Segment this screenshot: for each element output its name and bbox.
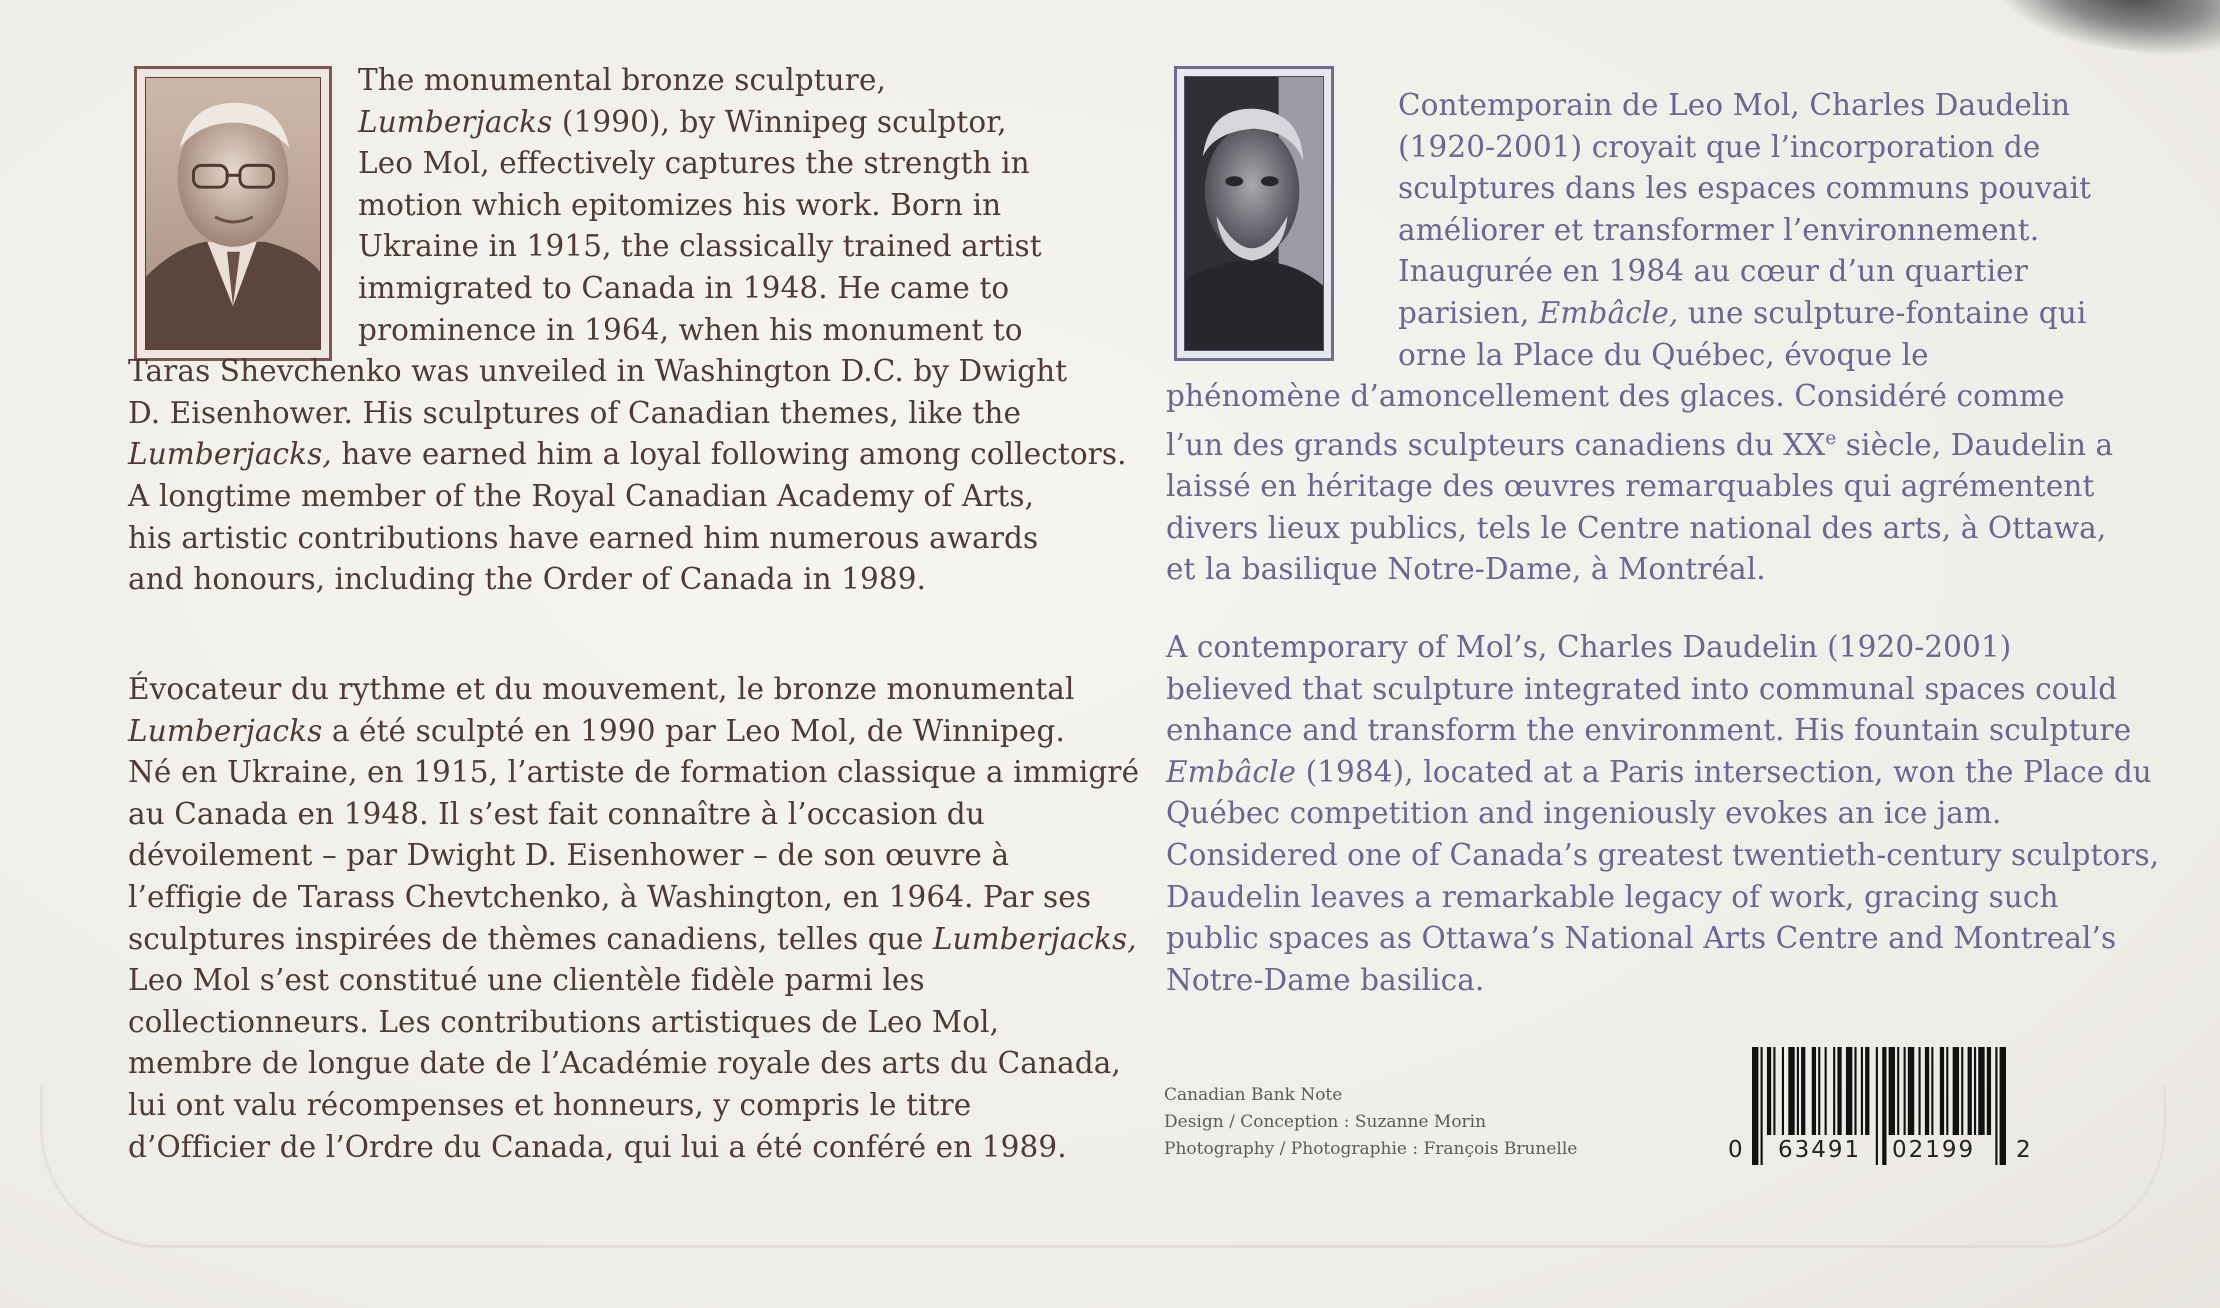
barcode-lead-digit: 0: [1728, 1137, 1743, 1163]
barcode-bar: [1846, 1047, 1852, 1135]
credits: [1164, 1082, 1577, 1163]
leo-mol-english-text: [128, 60, 1127, 601]
barcode-bar: [1782, 1047, 1784, 1135]
text-line: Lumberjacks (1990), by Winnipeg sculptor,: [358, 104, 1007, 139]
barcode-bar: [2000, 1047, 2006, 1165]
barcode-bar: [1946, 1047, 1948, 1135]
text-line: phénomène d’amoncellement des glaces. Considéré comme: [1166, 379, 2065, 414]
barcode-bar: [1968, 1047, 1972, 1135]
barcode-bar: [1773, 1047, 1775, 1135]
barcode-bar: [1812, 1047, 1816, 1135]
barcode-bar: [1797, 1047, 1799, 1135]
text-line: Québec competition and ingeniously evokes an ice jam.: [1166, 796, 2002, 831]
text-line: Ukraine in 1915, the classically trained artist: [358, 229, 1042, 264]
barcode-bar: [1995, 1047, 1997, 1165]
barcode-bar: [1788, 1047, 1794, 1135]
text-line: Daudelin leaves a remarkable legacy of work, gracing such: [1166, 879, 2059, 914]
barcode-bar: [1908, 1047, 1914, 1135]
barcode-bar: [1854, 1047, 1856, 1135]
barcode-bar: [1897, 1047, 1899, 1135]
credit-design: Design / Conception : Suzanne Morin: [1164, 1112, 1487, 1132]
text-line: Embâcle (1984), located at a Paris intersection, won the Place du: [1166, 754, 2152, 789]
text-line: D. Eisenhower. His sculptures of Canadian themes, like the: [128, 395, 1022, 430]
barcode-bar: [1876, 1047, 1878, 1165]
text-line: l’un des grands sculpteurs canadiens du XXe siècle, Daudelin a: [1166, 427, 2114, 462]
barcode-bar: [1987, 1047, 1991, 1135]
text-line: sculptures inspirées de thèmes canadiens, telles que Lumberjacks,: [128, 921, 1137, 956]
credit-photography: Photography / Photographie : François Brunelle: [1164, 1139, 1578, 1159]
text-line: laissé en héritage des œuvres remarquables qui agrémentent: [1166, 469, 2095, 504]
text-line: (1920-2001) croyait que l’incorporation de: [1398, 129, 2041, 164]
barcode-bar: [1761, 1047, 1763, 1165]
barcode-bar: [1931, 1047, 1933, 1135]
text-line: Considered one of Canada’s greatest twentieth-century sculptors,: [1166, 837, 2160, 872]
text-line: motion which epitomizes his work. Born in: [358, 187, 1002, 222]
text-line: et la basilique Notre-Dame, à Montréal.: [1166, 552, 1766, 587]
barcode-bar: [1882, 1047, 1886, 1165]
daudelin-english-text: [1166, 627, 2159, 1001]
text-line: public spaces as Ottawa’s National Arts Centre and Montreal’s: [1166, 921, 2117, 956]
text-line: Lumberjacks, have earned him a loyal following among collectors.: [128, 437, 1127, 472]
text-line: Évocateur du rythme et du mouvement, le bronze monumental: [128, 672, 1075, 706]
text-line: Contemporain de Leo Mol, Charles Daudelin: [1398, 88, 2071, 122]
text-line: believed that sculpture integrated into communal spaces could: [1166, 671, 2118, 706]
text-line: Leo Mol, effectively captures the strength in: [358, 146, 1030, 181]
text-line: Taras Shevchenko was unveiled in Washington D.C. by Dwight: [128, 354, 1068, 389]
text-line: parisien, Embâcle, une sculpture-fontaine qui: [1398, 295, 2087, 330]
text-line: Inaugurée en 1984 au cœur d’un quartier: [1398, 254, 2028, 289]
barcode-bar: [1833, 1047, 1835, 1135]
text-line: l’effigie de Tarass Chevtchenko, à Washington, en 1964. Par ses: [128, 879, 1092, 914]
daudelin-french-text: [1166, 85, 2113, 591]
barcode-check-digit: 2: [2016, 1137, 2031, 1163]
text-line: améliorer et transformer l’environnement.: [1398, 212, 2040, 247]
barcode-bar: [1801, 1047, 1805, 1135]
text-line: Notre-Dame basilica.: [1166, 962, 1485, 997]
text-line: orne la Place du Québec, évoque le: [1398, 337, 1929, 372]
text-line: lui ont valu récompenses et honneurs, y compris le titre: [128, 1087, 972, 1122]
barcode-group-2: 02199: [1892, 1137, 1976, 1163]
barcode-bar: [1889, 1047, 1895, 1135]
text-line: collectionneurs. Les contributions artistiques de Leo Mol,: [128, 1004, 1000, 1039]
barcode-group-1: 63491: [1778, 1137, 1862, 1163]
text-line: immigrated to Canada in 1948. He came to: [358, 270, 1010, 305]
text-line: prominence in 1964, when his monument to: [358, 312, 1023, 347]
text-line: membre de longue date de l’Académie royale des arts du Canada,: [128, 1046, 1121, 1081]
text-line: dévoilement – par Dwight D. Eisenhower – de son œuvre à: [128, 838, 1010, 873]
barcode-bar: [1861, 1047, 1863, 1135]
text-line: sculptures dans les espaces communs pouvait: [1398, 171, 2092, 206]
text-line: A contemporary of Mol’s, Charles Daudelin (1920-2001): [1166, 630, 2012, 664]
barcode-bar: [1974, 1047, 1976, 1135]
text-line: divers lieux publics, tels le Centre national des arts, à Ottawa,: [1166, 510, 2107, 545]
barcode-bar: [1865, 1047, 1869, 1135]
text-line: and honours, including the Order of Canada in 1989.: [128, 562, 927, 597]
text-line: Leo Mol s’est constitué une clientèle fidèle parmi les: [128, 963, 925, 998]
barcode-bar: [1825, 1047, 1827, 1135]
leo-mol-french-text: [128, 669, 1139, 1168]
barcode-bar: [1752, 1047, 1758, 1165]
text-line: The monumental bronze sculpture,: [358, 63, 887, 97]
barcode-bar: [1953, 1047, 1959, 1135]
text-line: his artistic contributions have earned him numerous awards: [128, 520, 1039, 555]
barcode-bar: [1940, 1047, 1944, 1135]
upc-barcode: [1728, 1047, 2031, 1167]
barcode-bar: [1904, 1047, 1906, 1135]
text-line: au Canada en 1948. Il s’est fait connaître à l’occasion du: [128, 796, 985, 831]
barcode-bar: [1978, 1047, 1984, 1135]
barcode-bar: [1767, 1047, 1771, 1135]
text-line: Lumberjacks a été sculpté en 1990 par Leo Mol, de Winnipeg.: [128, 713, 1065, 748]
text-line: Né en Ukraine, en 1915, l’artiste de formation classique a immigré: [128, 755, 1140, 790]
barcode-bar: [1818, 1047, 1820, 1135]
barcode-bar: [1925, 1047, 1929, 1135]
text-line: enhance and transform the environment. His fountain sculpture: [1166, 713, 2132, 748]
corner-shadow: [1994, 0, 2220, 68]
credit-printer: Canadian Bank Note: [1164, 1085, 1343, 1105]
barcode-bar: [1961, 1047, 1963, 1135]
text-line: A longtime member of the Royal Canadian Academy of Arts,: [128, 478, 1035, 513]
barcode-bar: [1918, 1047, 1920, 1135]
barcode-bar: [1837, 1047, 1841, 1135]
text-line: d’Officier de l’Ordre du Canada, qui lui a été conféré en 1989.: [128, 1129, 1067, 1164]
